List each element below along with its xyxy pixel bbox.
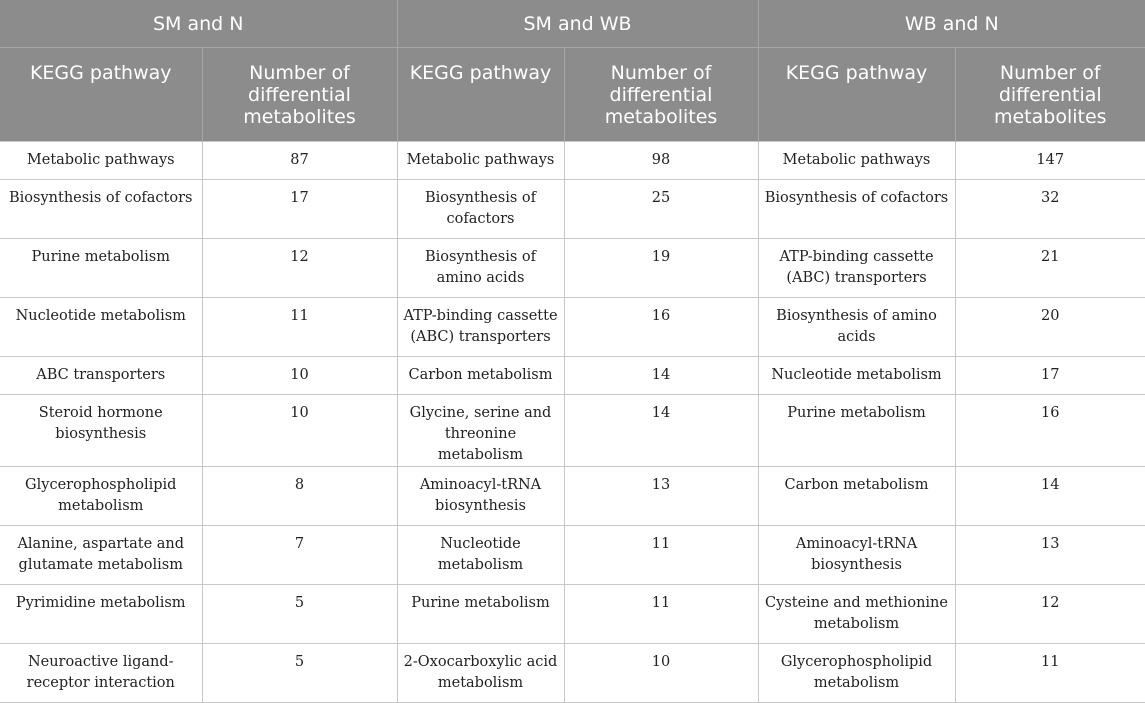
sm-wb-pathway-cell: Aminoacyl-tRNA biosynthesis <box>397 467 564 526</box>
sm-wb-count-cell: 10 <box>564 644 758 703</box>
sm-wb-pathway-cell: Nucleotide metabolism <box>397 526 564 585</box>
table-row <box>0 180 1145 239</box>
sm-n-count-cell: 7 <box>202 526 397 585</box>
table-row <box>0 142 1145 180</box>
wb-n-pathway-cell: Nucleotide metabolism <box>758 357 955 395</box>
sm-n-pathway-cell: Nucleotide metabolism <box>0 298 202 357</box>
group-header-sm-wb: SM and WB <box>397 0 758 48</box>
sm-n-pathway-cell: Metabolic pathways <box>0 142 202 180</box>
wb-n-count-cell: 16 <box>955 395 1145 467</box>
sm-wb-count-cell: 16 <box>564 298 758 357</box>
wb-n-pathway-cell: Aminoacyl-tRNA biosynthesis <box>758 526 955 585</box>
sm-n-count-cell: 8 <box>202 467 397 526</box>
table-row <box>0 585 1145 644</box>
wb-n-count-cell: 21 <box>955 239 1145 298</box>
sm-n-count-cell: 12 <box>202 239 397 298</box>
group-header-sm-n: SM and N <box>0 0 397 48</box>
group-header-wb-n: WB and N <box>758 0 1145 48</box>
sm-wb-count-cell: 14 <box>564 395 758 467</box>
table-row <box>0 644 1145 703</box>
sm-n-count-cell: 5 <box>202 644 397 703</box>
table-row <box>0 526 1145 585</box>
wb-n-count-cell: 11 <box>955 644 1145 703</box>
table-row <box>0 239 1145 298</box>
column-header-count: Number of differential metabolites <box>202 48 397 142</box>
column-header-row <box>0 48 1145 142</box>
wb-n-count-cell: 20 <box>955 298 1145 357</box>
sm-wb-count-cell: 11 <box>564 526 758 585</box>
column-header-count: Number of differential metabolites <box>564 48 758 142</box>
column-header-pathway: KEGG pathway <box>758 48 955 142</box>
sm-wb-pathway-cell: ATP-binding cassette (ABC) transporters <box>397 298 564 357</box>
wb-n-count-cell: 12 <box>955 585 1145 644</box>
column-header-pathway: KEGG pathway <box>397 48 564 142</box>
sm-wb-pathway-cell: Glycine, serine and threonine metabolism <box>397 395 564 467</box>
wb-n-count-cell: 13 <box>955 526 1145 585</box>
wb-n-pathway-cell: Cysteine and methionine metabolism <box>758 585 955 644</box>
wb-n-pathway-cell: ATP-binding cassette (ABC) transporters <box>758 239 955 298</box>
sm-wb-pathway-cell: Purine metabolism <box>397 585 564 644</box>
table-row <box>0 467 1145 526</box>
sm-n-count-cell: 10 <box>202 395 397 467</box>
table-row <box>0 298 1145 357</box>
sm-wb-count-cell: 11 <box>564 585 758 644</box>
column-header-pathway: KEGG pathway <box>0 48 202 142</box>
wb-n-pathway-cell: Glycerophospholipid metabolism <box>758 644 955 703</box>
wb-n-pathway-cell: Purine metabolism <box>758 395 955 467</box>
sm-wb-pathway-cell: Metabolic pathways <box>397 142 564 180</box>
wb-n-count-cell: 147 <box>955 142 1145 180</box>
sm-n-pathway-cell: ABC transporters <box>0 357 202 395</box>
wb-n-count-cell: 32 <box>955 180 1145 239</box>
sm-wb-count-cell: 25 <box>564 180 758 239</box>
sm-wb-count-cell: 13 <box>564 467 758 526</box>
sm-wb-count-cell: 98 <box>564 142 758 180</box>
sm-wb-count-cell: 19 <box>564 239 758 298</box>
sm-n-count-cell: 5 <box>202 585 397 644</box>
table-row <box>0 357 1145 395</box>
column-header-count: Number of differential metabolites <box>955 48 1145 142</box>
sm-n-pathway-cell: Alanine, aspartate and glutamate metabolism <box>0 526 202 585</box>
sm-n-pathway-cell: Neuroactive ligand-receptor interaction <box>0 644 202 703</box>
sm-wb-pathway-cell: Biosynthesis of cofactors <box>397 180 564 239</box>
sm-n-count-cell: 17 <box>202 180 397 239</box>
wb-n-pathway-cell: Biosynthesis of cofactors <box>758 180 955 239</box>
group-header-row <box>0 0 1145 48</box>
sm-n-count-cell: 10 <box>202 357 397 395</box>
sm-n-count-cell: 11 <box>202 298 397 357</box>
wb-n-pathway-cell: Biosynthesis of amino acids <box>758 298 955 357</box>
sm-n-pathway-cell: Pyrimidine metabolism <box>0 585 202 644</box>
table-row <box>0 395 1145 467</box>
sm-n-pathway-cell: Biosynthesis of cofactors <box>0 180 202 239</box>
sm-wb-pathway-cell: Carbon metabolism <box>397 357 564 395</box>
wb-n-pathway-cell: Carbon metabolism <box>758 467 955 526</box>
sm-n-pathway-cell: Purine metabolism <box>0 239 202 298</box>
sm-n-pathway-cell: Glycerophospholipid metabolism <box>0 467 202 526</box>
sm-wb-pathway-cell: 2-Oxocarboxylic acid metabolism <box>397 644 564 703</box>
sm-n-pathway-cell: Steroid hormone biosynthesis <box>0 395 202 467</box>
sm-wb-count-cell: 14 <box>564 357 758 395</box>
wb-n-pathway-cell: Metabolic pathways <box>758 142 955 180</box>
wb-n-count-cell: 14 <box>955 467 1145 526</box>
sm-n-count-cell: 87 <box>202 142 397 180</box>
wb-n-count-cell: 17 <box>955 357 1145 395</box>
sm-wb-pathway-cell: Biosynthesis of amino acids <box>397 239 564 298</box>
